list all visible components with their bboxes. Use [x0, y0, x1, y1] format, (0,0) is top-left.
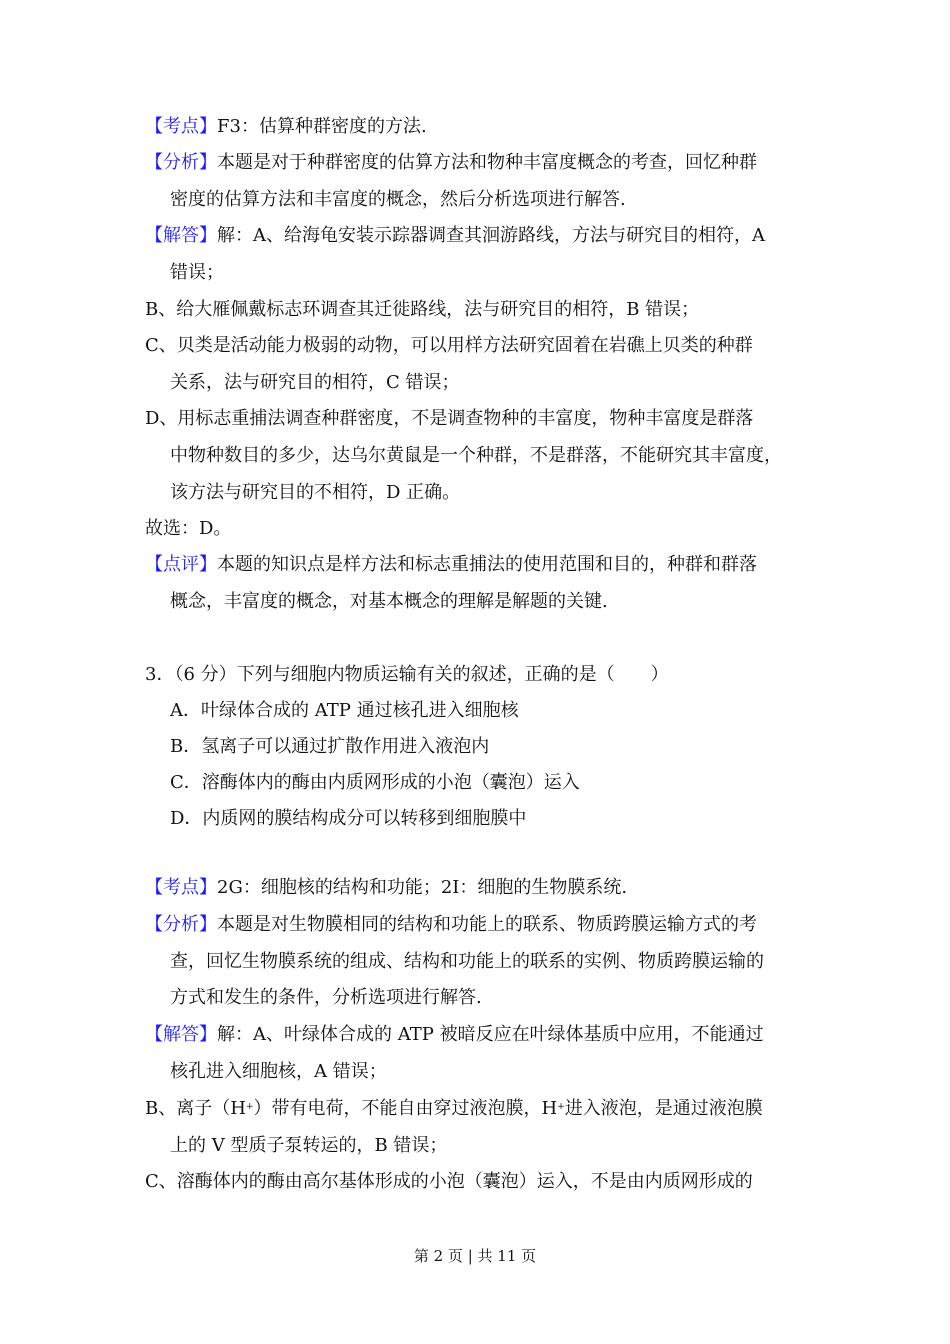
fenxi-line-b2: 查，回忆生物膜系统的组成、结构和功能上的联系的实例、物质跨膜运输的: [170, 951, 764, 972]
jieda-line-b2: 核孔进入细胞核，A 错误；: [170, 1061, 387, 1082]
jieda-line: [145, 224, 765, 248]
fenxi-line: [145, 151, 757, 175]
fenxi-line-b: [145, 913, 757, 937]
dianping-text: 本题的知识点是样方法和标志重捕法的使用范围和目的，种群和群落: [217, 554, 757, 575]
dianping-line-2: 概念，丰富度的概念，对基本概念的理解是解题的关键.: [170, 591, 608, 612]
kaodian-tag: 【考点】: [145, 877, 217, 898]
superscript: +: [245, 1102, 254, 1112]
text: B、离子（H: [145, 1098, 246, 1119]
question-stem: 3．（6 分）下列与细胞内物质运输有关的叙述，正确的是（ ）: [145, 664, 669, 685]
answer-line: 故选：D。: [145, 518, 232, 539]
question-option-b: B．氢离子可以通过扩散作用进入液泡内: [170, 736, 490, 757]
superscript: +: [557, 1102, 565, 1112]
fenxi-text: 本题是对生物膜相同的结构和功能上的联系、物质跨膜运输方式的考: [217, 914, 757, 935]
kaodian-line: [145, 115, 427, 139]
kaodian-line-2: [145, 876, 627, 900]
text: ）带有电荷，不能自由穿过液泡膜，H: [253, 1098, 558, 1119]
question-option-d: D．内质网的膜结构成分可以转移到细胞膜中: [170, 808, 527, 829]
jieda-tag: 【解答】: [145, 225, 217, 246]
dianping-line: [145, 553, 757, 577]
fenxi-line-b3: 方式和发生的条件，分析选项进行解答.: [170, 987, 482, 1008]
option-d-explain-2: 中物种数目的多少，达乌尔黄鼠是一个种群，不是群落，不能研究其丰富度，: [170, 445, 782, 466]
jieda-text: 解：A、给海龟安装示踪器调查其洄游路线，方法与研究目的相符，A: [217, 225, 765, 246]
option-c-explain-b: C、溶酶体内的酶由高尔基体形成的小泡（囊泡）运入，不是由内质网形成的: [145, 1171, 753, 1192]
option-b-explain-b: [145, 1097, 763, 1121]
option-b-explain-b2: 上的 V 型质子泵转运的，B 错误；: [170, 1135, 448, 1156]
option-b-explain: B、给大雁佩戴标志环调查其迁徙路线，法与研究目的相符，B 错误；: [145, 299, 700, 320]
text: 进入液泡，是通过液泡膜: [564, 1098, 763, 1119]
fenxi-tag: 【分析】: [145, 152, 217, 173]
question-option-c: C．溶酶体内的酶由内质网形成的小泡（囊泡）运入: [170, 772, 580, 793]
option-d-explain: D、用标志重捕法调查种群密度，不是调查物种的丰富度，物种丰富度是群落: [145, 408, 754, 429]
fenxi-text: 本题是对于种群密度的估算方法和物种丰富度概念的考查，回忆种群: [217, 152, 757, 173]
question-option-a: A．叶绿体合成的 ATP 通过核孔进入细胞核: [170, 700, 519, 721]
option-c-explain: C、贝类是活动能力极弱的动物，可以用样方法研究固着在岩礁上贝类的种群: [145, 335, 753, 356]
option-d-explain-3: 该方法与研究目的不相符，D 正确。: [170, 482, 461, 503]
jieda-line-2: 错误；: [170, 262, 224, 283]
page-footer: 第 2 页 | 共 11 页: [413, 1247, 537, 1265]
kaodian-text: F3：估算种群密度的方法.: [217, 116, 427, 137]
option-c-explain-2: 关系，法与研究目的相符，C 错误；: [170, 372, 460, 393]
fenxi-line-2: 密度的估算方法和丰富度的概念，然后分析选项进行解答.: [170, 189, 626, 210]
jieda-line-b: [145, 1023, 764, 1047]
kaodian-text: 2G：细胞核的结构和功能；2I：细胞的生物膜系统.: [217, 877, 628, 898]
kaodian-tag: 【考点】: [145, 116, 217, 137]
jieda-text: 解：A、叶绿体合成的 ATP 被暗反应在叶绿体基质中应用，不能通过: [217, 1024, 764, 1045]
jieda-tag: 【解答】: [145, 1024, 217, 1045]
fenxi-tag: 【分析】: [145, 914, 217, 935]
dianping-tag: 【点评】: [145, 554, 217, 575]
